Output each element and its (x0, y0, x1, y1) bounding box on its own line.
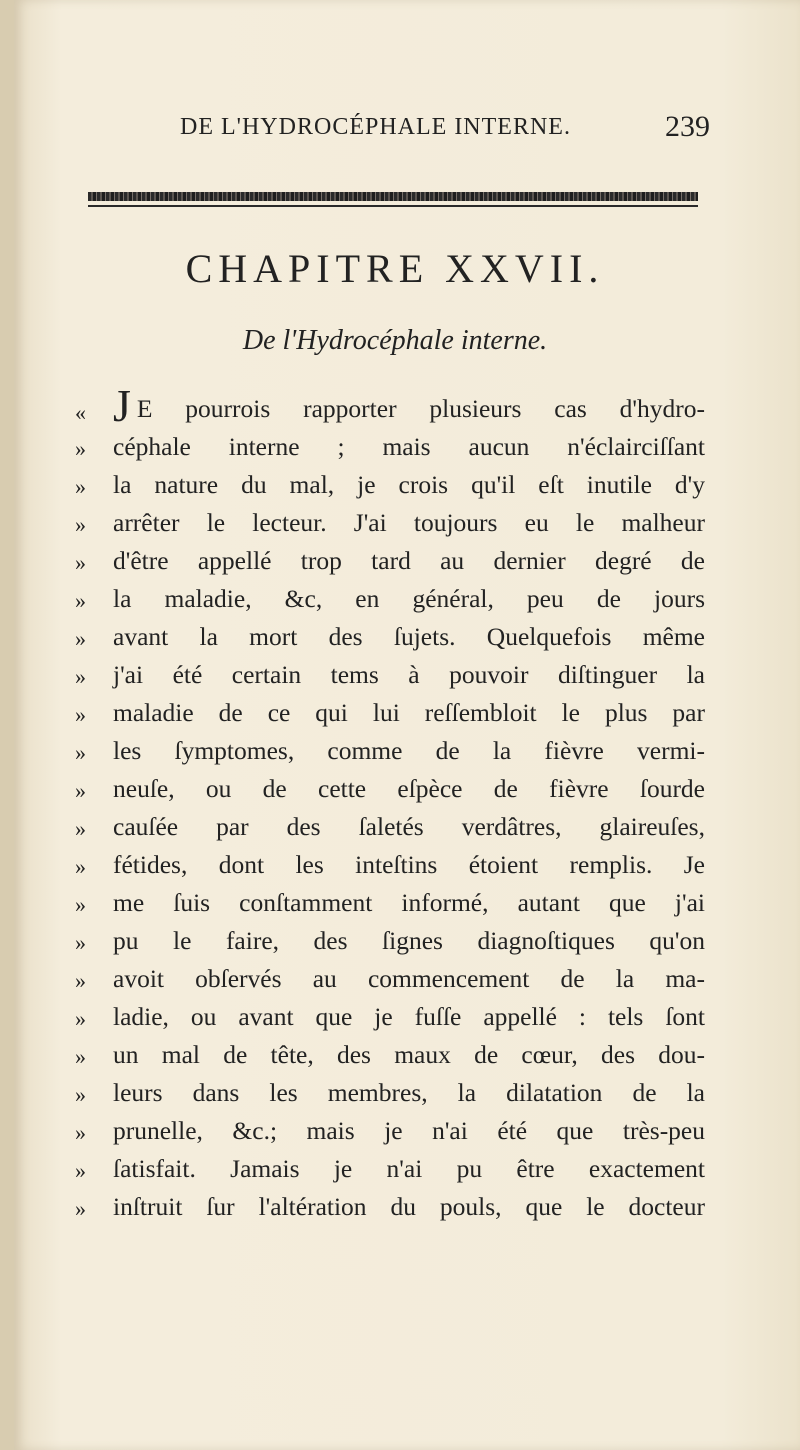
line-text: un mal de tête, des maux de cœur, des dou- (113, 1040, 705, 1069)
continuation-quote-mark: » (75, 588, 86, 613)
line-text: arrêter le lecteur. J'ai toujours eu le malheur (113, 508, 705, 537)
text-line (75, 808, 705, 846)
line-text: avoit obſervés au commencement de la ma- (113, 964, 705, 993)
continuation-quote-mark: » (75, 1158, 86, 1183)
drop-cap: J (113, 380, 131, 431)
continuation-quote-mark: » (75, 702, 86, 727)
text-line (75, 580, 705, 618)
continuation-quote-mark: » (75, 892, 86, 917)
line-text: avant la mort des ſujets. Quelquefois même (113, 622, 705, 651)
continuation-quote-mark: » (75, 854, 86, 879)
line-text: ſatisfait. Jamais je n'ai pu être exactement (113, 1154, 705, 1183)
text-line (75, 846, 705, 884)
ornamental-rule (88, 192, 698, 210)
page-number: 239 (665, 110, 710, 143)
continuation-quote-mark: » (75, 816, 86, 841)
ornament-band (88, 192, 698, 201)
continuation-quote-mark: » (75, 968, 86, 993)
text-line (75, 1036, 705, 1074)
text-line (75, 960, 705, 998)
line-text: les ſymptomes, comme de la fièvre vermi- (113, 736, 705, 765)
text-line (75, 370, 705, 431)
continuation-quote-mark: » (75, 1196, 86, 1221)
running-head (180, 110, 710, 150)
text-line (75, 694, 705, 732)
continuation-quote-mark: » (75, 1006, 86, 1031)
continuation-quote-mark: » (75, 740, 86, 765)
chapter-subtitle: De l'Hydrocéphale interne. (242, 325, 548, 356)
text-line (75, 770, 705, 808)
line-text: me ſuis conſtamment informé, autant que j'ai (113, 888, 705, 917)
continuation-quote-mark: » (75, 778, 86, 803)
line-text: pu le faire, des ſignes diagnoſtiques qu'on (113, 926, 705, 955)
text-line (75, 466, 705, 504)
line-text: ladie, ou avant que je fuſſe appellé : tels ſont (113, 1002, 705, 1031)
text-line (75, 504, 705, 542)
continuation-quote-mark: » (75, 664, 86, 689)
line-text: inſtruit ſur l'altération du pouls, que le docteur (113, 1192, 705, 1221)
first-line: E pourrois rapporter plusieurs cas d'hydro- (136, 394, 705, 423)
opening-quote-mark: « (75, 400, 86, 425)
body-text (75, 370, 705, 1226)
continuation-quote-mark: » (75, 1082, 86, 1107)
text-line (75, 1188, 705, 1226)
continuation-quote-mark: » (75, 1044, 86, 1069)
continuation-quote-mark: » (75, 626, 86, 651)
running-title: DE L'HYDROCÉPHALE INTERNE. (180, 114, 571, 140)
line-text: céphale interne ; mais aucun n'éclairciſſant (113, 432, 705, 461)
continuation-quote-mark: » (75, 550, 86, 575)
line-text: d'être appellé trop tard au dernier degré de (113, 546, 705, 575)
chapter-title: CHAPITRE XXVII. (185, 246, 605, 291)
text-line (75, 542, 705, 580)
line-text: j'ai été certain tems à pouvoir diſtinguer la (113, 660, 705, 689)
ornament-line (88, 205, 698, 207)
continuation-quote-mark: » (75, 474, 86, 499)
line-text: la maladie, &c, en général, peu de jours (113, 584, 705, 613)
line-text: neuſe, ou de cette eſpèce de fièvre ſourde (113, 774, 705, 803)
continuation-quote-mark: » (75, 436, 86, 461)
text-line (75, 618, 705, 656)
text-line (75, 1074, 705, 1112)
continuation-quote-mark: » (75, 930, 86, 955)
line-text: la nature du mal, je crois qu'il eſt inutile d'y (113, 470, 705, 499)
text-line (75, 998, 705, 1036)
line-text: fétides, dont les inteſtins étoient remplis. Je (113, 850, 705, 879)
text-line (75, 656, 705, 694)
text-lines (75, 428, 705, 1226)
line-text: leurs dans les membres, la dilatation de la (113, 1078, 705, 1107)
line-text: maladie de ce qui lui reſſembloit le plus par (113, 698, 705, 727)
text-line (75, 428, 705, 466)
text-line (75, 1112, 705, 1150)
line-text: cauſée par des ſaletés verdâtres, glaireuſes, (113, 812, 705, 841)
page-binding-edge (0, 0, 14, 1450)
text-line (75, 922, 705, 960)
continuation-quote-mark: » (75, 512, 86, 537)
text-line (75, 732, 705, 770)
text-line (75, 1150, 705, 1188)
text-line (75, 884, 705, 922)
line-text: prunelle, &c.; mais je n'ai été que très-peu (113, 1116, 705, 1145)
continuation-quote-mark: » (75, 1120, 86, 1145)
